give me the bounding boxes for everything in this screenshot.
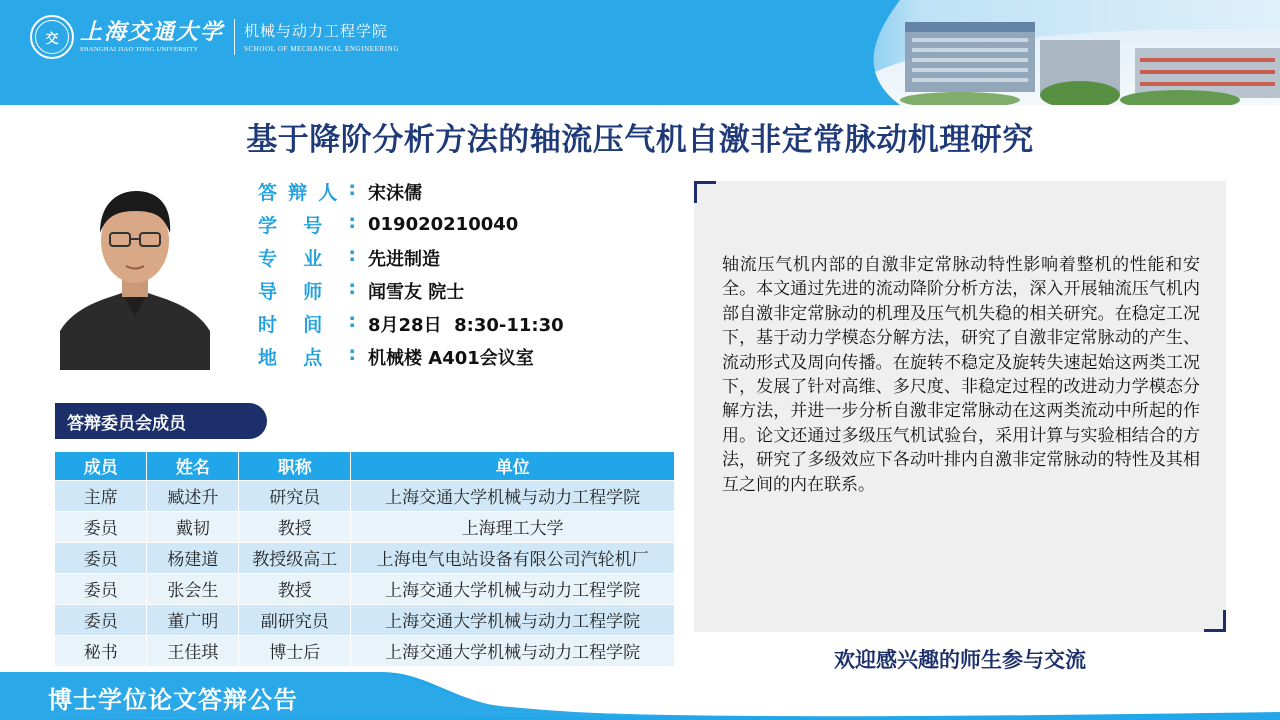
announcement-label: 博士学位论文答辩公告 (48, 685, 298, 714)
table-row (55, 635, 675, 666)
defense-time: 8月28日 8:30-11:30 (368, 314, 564, 336)
corner-bracket-top-left (694, 181, 716, 203)
university-logo (30, 12, 399, 62)
university-seal-icon: 交 (30, 15, 74, 59)
info-label: 学 号 : (258, 211, 356, 237)
corner-bracket-bottom-right (1204, 610, 1226, 632)
table-cell: 教授 (239, 573, 351, 604)
table-cell: 上海交通大学机械与动力工程学院 (351, 480, 675, 511)
committee-heading: 答辩委员会成员 (55, 403, 267, 439)
table-row (55, 604, 675, 635)
table-cell: 委员 (55, 604, 147, 635)
committee-table (55, 452, 675, 666)
table-cell: 教授级高工 (239, 542, 351, 573)
table-cell: 上海交通大学机械与动力工程学院 (351, 573, 675, 604)
info-label: 专 业 : (258, 244, 356, 270)
table-header-row (55, 452, 675, 480)
defender-name: 宋沫儒 (368, 182, 422, 204)
table-cell: 上海理工大学 (351, 511, 675, 542)
info-row-location (258, 340, 564, 373)
column-header: 成员 (55, 452, 147, 480)
info-row-time (258, 307, 564, 340)
table-cell: 杨建道 (147, 542, 239, 573)
table-cell: 臧述升 (147, 480, 239, 511)
table-cell: 王佳琪 (147, 635, 239, 666)
info-label: 时 间 : (258, 310, 356, 336)
candidate-photo (60, 181, 210, 370)
table-cell: 戴韧 (147, 511, 239, 542)
info-row-advisor (258, 274, 564, 307)
table-cell: 秘书 (55, 635, 147, 666)
school-name-en: SCHOOL OF MECHANICAL ENGINEERING (244, 45, 399, 53)
abstract-text: 轴流压气机内部的自激非定常脉动特性影响着整机的性能和安全。本文通过先进的流动降阶分析方法，深入开展轴流压气机内部自激非定常脉动的机理及压气机失稳的相关研究。在稳定工况下，基于动力学模态分解方法，研究了自激非定常脉动的产生、流动形式及周向传播。在旋转不稳定及旋转失速起始这两类工况下，发展了针对高维、多尺度、非稳定过程的改进动力学模态分解方法，并进一步分析自激非定常脉动在这两类流动中所起的作用。论文还通过多级压气机试验台，采用计算与实验相结合的方法，研究了多级效应下各动叶排内自激非定常脉动的特性及其相互之间的内在联系。 (722, 255, 1200, 495)
student-id: 019020210040 (368, 214, 519, 235)
table-cell: 上海交通大学机械与动力工程学院 (351, 635, 675, 666)
table-cell: 副研究员 (239, 604, 351, 635)
table-cell: 上海电气电站设备有限公司汽轮机厂 (351, 542, 675, 573)
university-name-cn: 上海交通大学 (80, 19, 225, 45)
university-name-en: SHANGHAI JIAO TONG UNIVERSITY (80, 46, 199, 53)
table-cell: 委员 (55, 511, 147, 542)
info-row-student-id (258, 208, 564, 241)
info-row-defender (258, 175, 564, 208)
info-row-major (258, 241, 564, 274)
column-header: 职称 (239, 452, 351, 480)
logo-divider (234, 19, 235, 55)
table-cell: 张会生 (147, 573, 239, 604)
school-name-cn: 机械与动力工程学院 (244, 22, 389, 40)
table-row (55, 511, 675, 542)
table-cell: 教授 (239, 511, 351, 542)
table-cell: 研究员 (239, 480, 351, 511)
welcome-message: 欢迎感兴趣的师生参与交流 (834, 648, 1086, 672)
candidate-info (258, 175, 564, 373)
column-header: 姓名 (147, 452, 239, 480)
table-cell: 董广明 (147, 604, 239, 635)
info-label: 答 辩 人 : (258, 178, 356, 204)
table-cell: 博士后 (239, 635, 351, 666)
defense-location: 机械楼 A401会议室 (368, 347, 534, 369)
header-banner (0, 0, 1280, 105)
advisor: 闻雪友 院士 (368, 281, 465, 303)
major: 先进制造 (368, 248, 440, 270)
column-header: 单位 (351, 452, 675, 480)
table-row (55, 542, 675, 573)
table-row (55, 480, 675, 511)
thesis-title: 基于降阶分析方法的轴流压气机自激非定常脉动机理研究 (246, 122, 1034, 158)
table-cell: 主席 (55, 480, 147, 511)
table-cell: 委员 (55, 542, 147, 573)
table-row (55, 573, 675, 604)
table-cell: 委员 (55, 573, 147, 604)
info-label: 地 点 : (258, 343, 356, 369)
table-cell: 上海交通大学机械与动力工程学院 (351, 604, 675, 635)
info-label: 导 师 : (258, 277, 356, 303)
